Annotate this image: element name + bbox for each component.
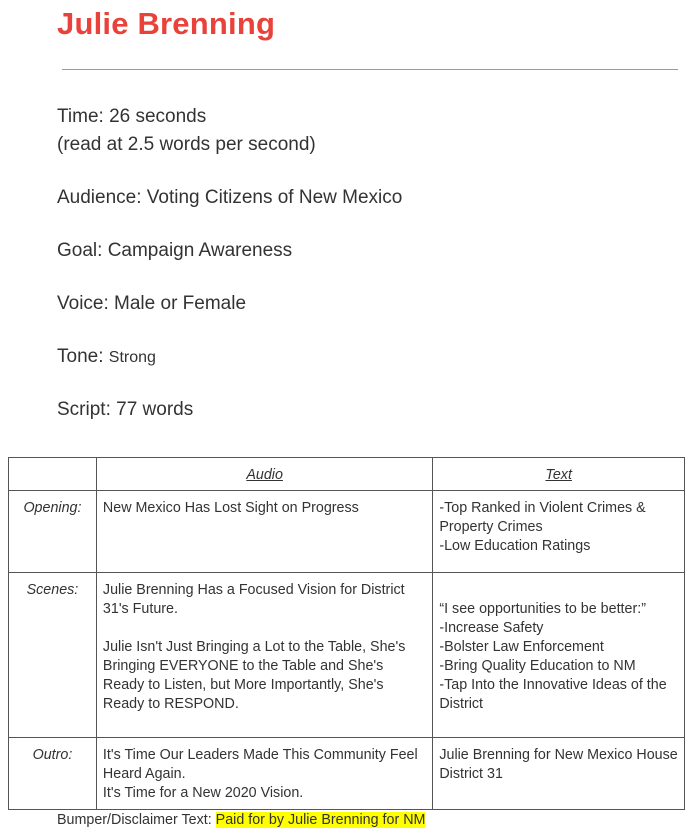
header-text [433,458,685,491]
table-row-outro [9,738,685,810]
table-row-scenes [9,573,685,738]
script-line: Script: 77 words [57,399,194,420]
opening-text-line: -Low Education Ratings [439,538,591,554]
row-label-opening: Opening: [9,491,97,573]
disclaimer-line [57,811,425,830]
scenes-text-line: -Bring Quality Education to NM [439,658,636,674]
opening-text-line: -Top Ranked in Violent Crimes & Property Crimes [439,500,646,535]
header-text-label: Text [545,467,572,483]
scenes-text-cell [433,573,685,738]
scenes-text-line: -Tap Into the Innovative Ideas of the District [439,677,667,712]
time-line [57,103,316,159]
table-row-opening [9,491,685,573]
outro-text-line: Julie Brenning for New Mexico House District 31 [439,747,678,782]
disclaimer-highlight: Paid for by Julie Brenning for NM [215,812,426,828]
script-table [8,457,685,810]
opening-text-cell [433,491,685,573]
read-rate-text: (read at 2.5 words per second) [57,134,316,155]
header-audio [96,458,432,491]
document-title: Julie Brenning [57,6,276,41]
scenes-text-line: -Bolster Law Enforcement [439,639,604,655]
row-label-outro: Outro: [9,738,97,810]
header-audio-label: Audio [246,467,283,483]
audience-line: Audience: Voting Citizens of New Mexico [57,187,403,208]
scenes-audio-line: Julie Isn't Just Bringing a Lot to the Table, She's Bringing EVERYONE to the Table and She's Ready to Listen, but More Importantly, She's Ready to RESPOND. [102,639,406,712]
outro-audio-line: It's Time for a New 2020 Vision. [102,785,304,801]
scenes-audio-cell [96,573,432,738]
row-label-scenes: Scenes: [9,573,97,738]
tone-value: Strong [108,349,156,366]
outro-text-cell [433,738,685,810]
tone-line [57,343,156,372]
opening-audio-cell [96,491,432,573]
opening-audio-line: New Mexico Has Lost Sight on Progress [102,500,359,516]
time-text: Time: 26 seconds [57,106,207,127]
scenes-audio-line: Julie Brenning Has a Focused Vision for District 31's Future. [102,582,405,617]
goal-line: Goal: Campaign Awareness [57,240,293,261]
scenes-text-line: -Increase Safety [439,620,544,636]
tone-label: Tone: [57,346,104,367]
outro-audio-cell [96,738,432,810]
voice-line: Voice: Male or Female [57,293,247,314]
scenes-text-line: “I see opportunities to be better:” [439,601,646,617]
outro-audio-line: It's Time Our Leaders Made This Community Feel Heard Again. [102,747,418,782]
title-divider [62,69,678,70]
table-header-row [9,458,685,491]
header-empty-cell [9,458,97,491]
disclaimer-label: Bumper/Disclaimer Text: [57,812,212,828]
